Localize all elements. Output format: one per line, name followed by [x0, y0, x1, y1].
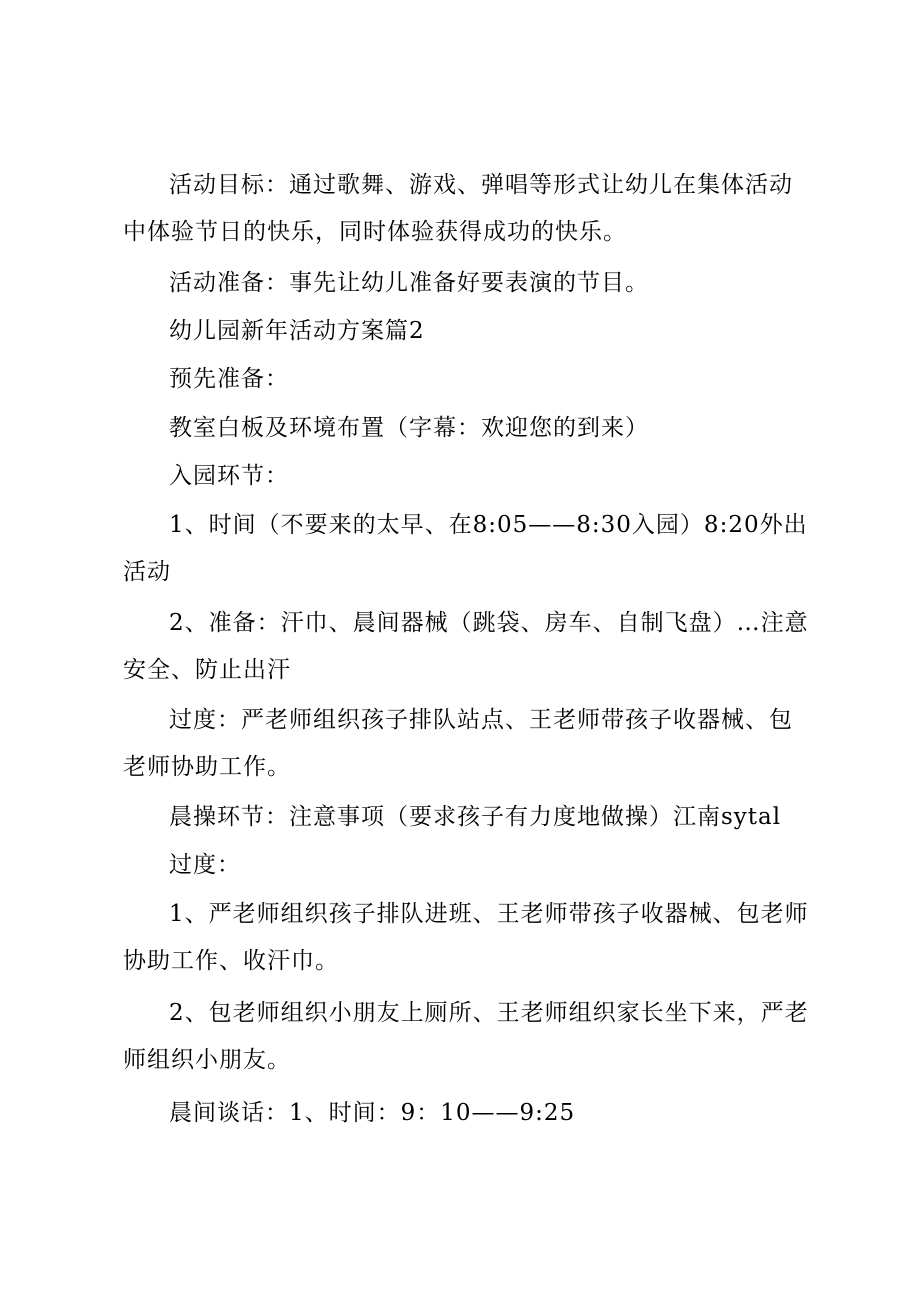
paragraph-transition-step-1: 1、严老师组织孩子排队进班、王老师带孩子收器械、包老师协助工作、收汗巾。: [123, 901, 809, 974]
paragraph-entry-time: 1、时间（不要来的太早、在8:05——8:30入园）8:20外出活动: [123, 512, 808, 585]
paragraph-transition-1: 过度：严老师组织孩子排队站点、王老师带孩子收器械、包老师协助工作。: [123, 707, 793, 780]
paragraph-section-heading: 幼儿园新年活动方案篇2: [169, 318, 425, 344]
paragraph-advance-preparation: 预先准备：: [169, 366, 289, 392]
paragraph-transition-step-2: 2、包老师组织小朋友上厕所、王老师组织家长坐下来，严老师组织小朋友。: [123, 1000, 809, 1073]
paragraph-transition-2: 过度：: [169, 852, 241, 878]
paragraph-entry-preparation: 2、准备：汗巾、晨间器械（跳袋、房车、自制飞盘）…注意安全、防止出汗: [123, 610, 809, 683]
paragraph-activity-preparation: 活动准备：事先让幼儿准备好要表演的节目。: [169, 270, 649, 296]
paragraph-classroom-setup: 教室白板及环境布置（字幕：欢迎您的到来）: [169, 415, 649, 441]
paragraph-morning-exercise: 晨操环节：注意事项（要求孩子有力度地做操）江南sytal: [169, 804, 782, 830]
paragraph-morning-talk: 晨间谈话：1、时间：9：10——9:25: [169, 1100, 576, 1126]
paragraph-entry-segment: 入园环节：: [169, 463, 289, 489]
paragraph-activity-goal: 活动目标：通过歌舞、游戏、弹唱等形式让幼儿在集体活动中体验节日的快乐，同时体验获得成功的快乐。: [123, 172, 793, 245]
